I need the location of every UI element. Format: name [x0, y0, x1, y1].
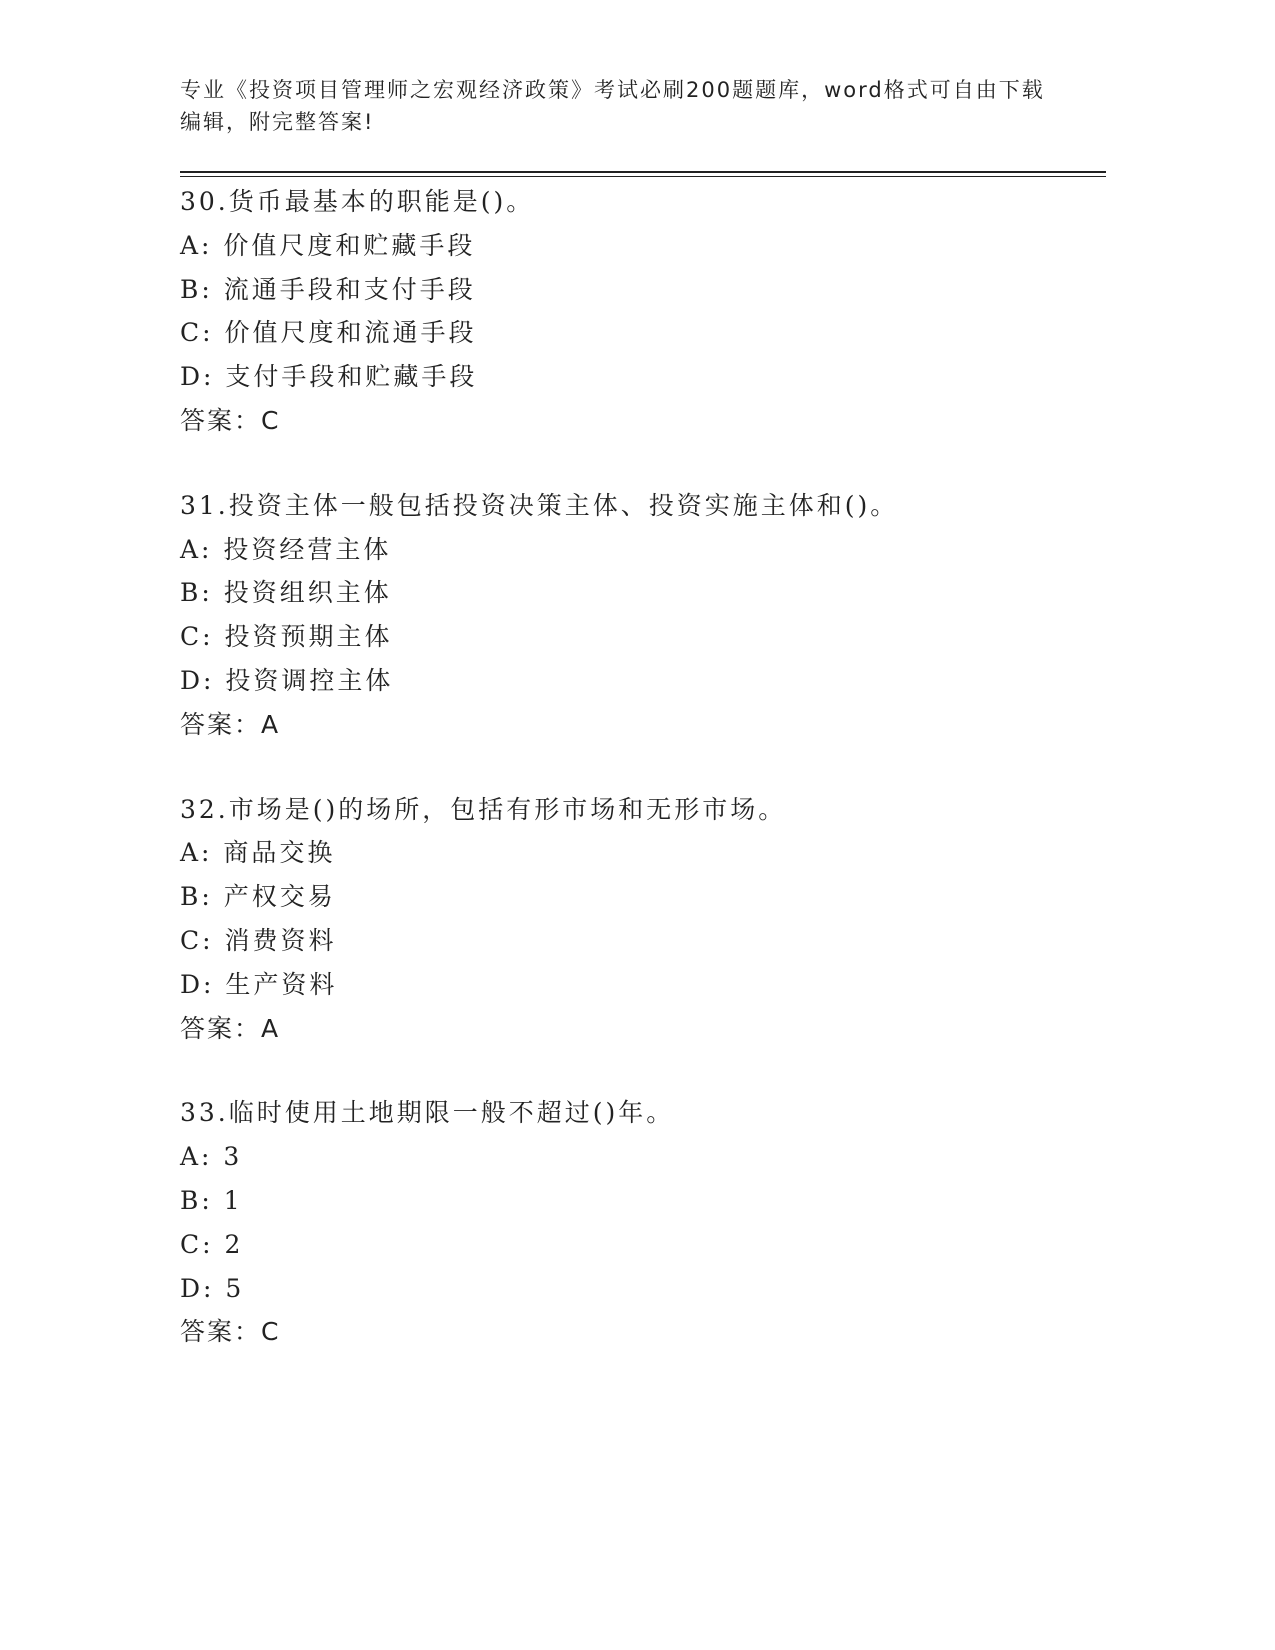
- option-a: A: 价值尺度和贮藏手段: [180, 230, 476, 260]
- answer-line: 答案：A: [180, 709, 281, 739]
- question-list: [180, 180, 1080, 1395]
- option-c: C: 2: [180, 1229, 244, 1259]
- question-33: [180, 1091, 1080, 1354]
- question-30: [180, 180, 1080, 443]
- option-c: C: 价值尺度和流通手段: [180, 318, 477, 348]
- option-b: B: 产权交易: [180, 882, 336, 912]
- option-a: A: 商品交换: [180, 838, 336, 868]
- option-d: D: 支付手段和贮藏手段: [180, 362, 478, 392]
- answer-line: 答案：C: [180, 1317, 281, 1347]
- option-c: C: 投资预期主体: [180, 622, 393, 652]
- document-header: 专业《投资项目管理师之宏观经济政策》考试必刷200题题库，word格式可自由下载编辑，附完整答案!: [180, 78, 1045, 134]
- question-stem: 33.临时使用土地期限一般不超过()年。: [180, 1098, 675, 1128]
- question-stem: 31.投资主体一般包括投资决策主体、投资实施主体和()。: [180, 490, 899, 520]
- question-31: [180, 484, 1080, 747]
- option-b: B: 1: [180, 1185, 243, 1215]
- header-rule-thin: [180, 176, 1106, 177]
- option-b: B: 投资组织主体: [180, 578, 392, 608]
- option-d: D: 投资调控主体: [180, 665, 394, 695]
- option-d: D: 5: [180, 1273, 245, 1303]
- question-stem: 30.货币最基本的职能是()。: [180, 187, 535, 216]
- option-d: D: 生产资料: [180, 969, 338, 999]
- answer-line: 答案：C: [180, 405, 281, 435]
- question-32: [180, 788, 1080, 1051]
- option-b: B: 流通手段和支付手段: [180, 274, 476, 304]
- option-a: A: 3: [180, 1142, 243, 1172]
- question-stem: 32.市场是()的场所，包括有形市场和无形市场。: [180, 794, 787, 824]
- header-rule-thick: [180, 171, 1106, 173]
- option-c: C: 消费资料: [180, 925, 337, 955]
- answer-line: 答案：A: [180, 1013, 281, 1043]
- option-a: A: 投资经营主体: [180, 534, 392, 564]
